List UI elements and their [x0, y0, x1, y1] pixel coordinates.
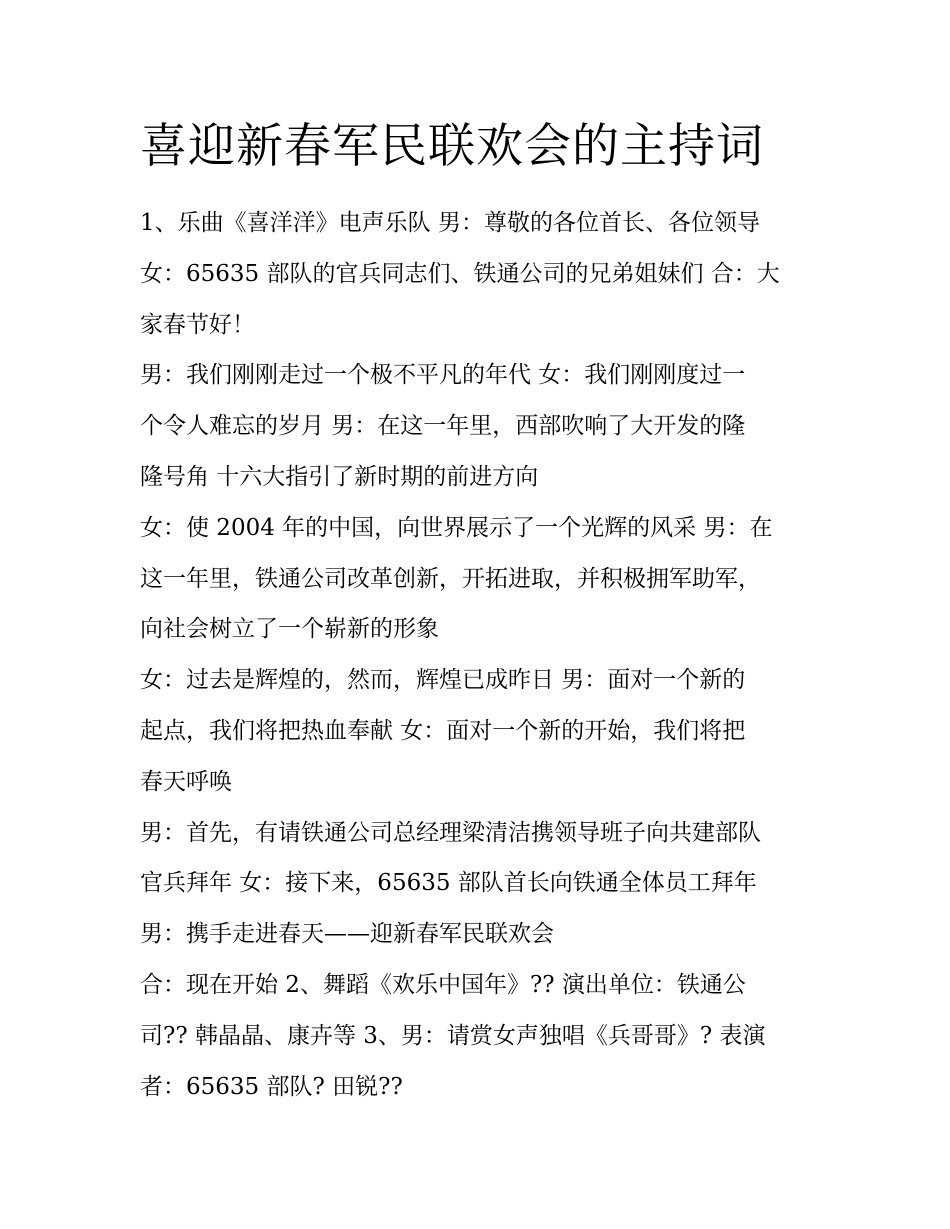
- text-line: 女：过去是辉煌的，然而，辉煌已成昨日 男：面对一个新的: [140, 667, 746, 694]
- text-line: 家春节好！: [140, 311, 255, 338]
- text-line: 合：现在开始 2、舞蹈《欢乐中国年》?? 演出单位：铁通公: [140, 971, 746, 998]
- text-line: 男：首先，有请铁通公司总经理梁清洁携领导班子向共建部队: [140, 819, 761, 846]
- text-line: 这一年里，铁通公司改革创新，开拓进取，并积极拥军助军，: [140, 565, 761, 592]
- text-line: 男：我们刚刚走过一个极不平凡的年代 女：我们刚刚度过一: [140, 362, 746, 389]
- text-line: 个令人难忘的岁月 男：在这一年里，西部吹响了大开发的隆: [140, 413, 746, 440]
- text-line: 向社会树立了一个崭新的形象: [140, 616, 439, 643]
- text-line: 者：65635 部队? 田锐??: [140, 1073, 403, 1100]
- text-line: 起点，我们将把热血奉献 女：面对一个新的开始，我们将把: [140, 717, 746, 744]
- text-line: 1、乐曲《喜洋洋》电声乐队 男：尊敬的各位首长、各位领导: [140, 210, 760, 236]
- text-line: 官兵拜年 女：接下来，65635 部队首长向铁通全体员工拜年: [140, 870, 757, 897]
- text-line: 司?? 韩晶晶、康卉等 3、男：请赏女声独唱《兵哥哥》? 表演: [140, 1022, 766, 1049]
- document-title: 喜迎新春军民联欢会的主持词: [140, 119, 764, 174]
- text-line: 隆号角 十六大指引了新时期的前进方向: [140, 463, 539, 490]
- text-line: 春天呼唤: [140, 768, 232, 795]
- text-line: 女：65635 部队的官兵同志们、铁通公司的兄弟姐妹们 合：大: [140, 260, 780, 287]
- document-body: [140, 198, 820, 1112]
- text-line: 女：使 2004 年的中国，向世界展示了一个光辉的风采 男：在: [140, 514, 773, 541]
- text-line: 男：携手走进春天——迎新春军民联欢会: [140, 921, 554, 948]
